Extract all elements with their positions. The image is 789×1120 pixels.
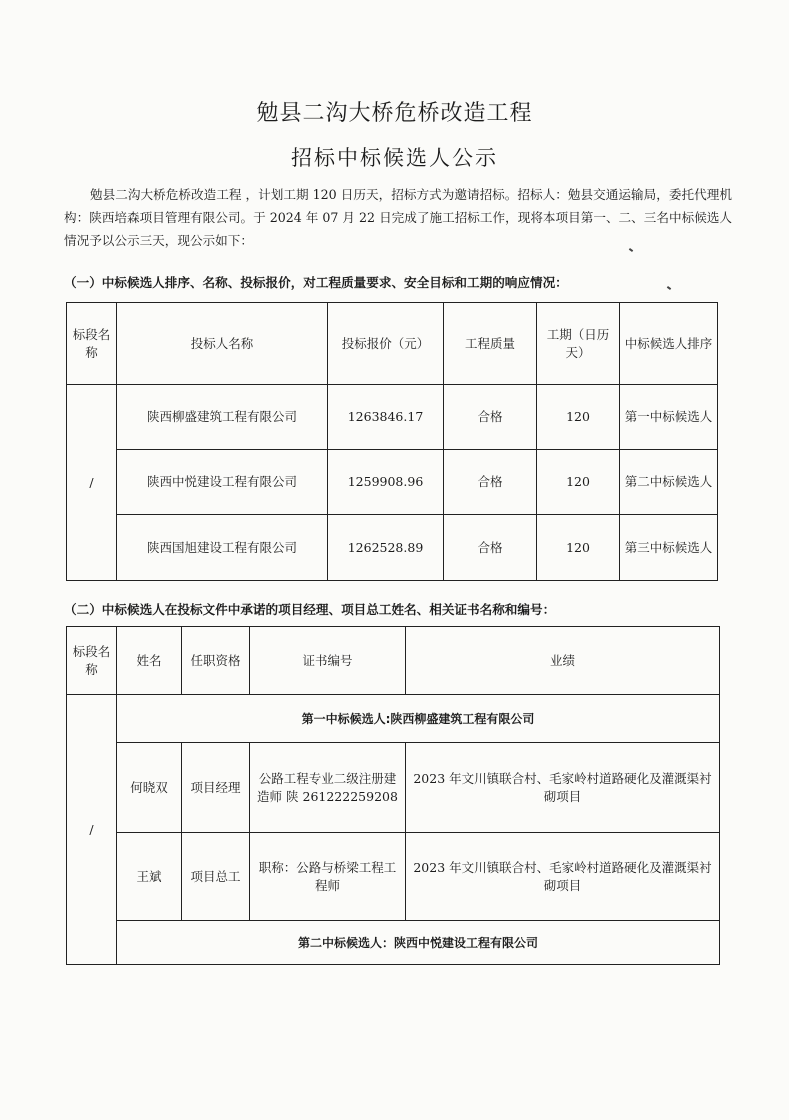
table-header-row xyxy=(67,627,720,695)
section-name-cell: / xyxy=(67,695,117,965)
table-row xyxy=(67,833,720,921)
qualification-cell: 项目经理 xyxy=(182,743,250,833)
header-price: 投标报价（元） xyxy=(328,303,444,385)
project-staff-table xyxy=(66,626,720,965)
candidate-row xyxy=(67,921,720,965)
period-cell: 120 xyxy=(537,515,620,581)
quality-cell: 合格 xyxy=(444,385,537,450)
price-cell: 1262528.89 xyxy=(328,515,444,581)
bidder-cell: 陕西中悦建设工程有限公司 xyxy=(117,450,328,515)
header-section-name: 标段名称 xyxy=(67,303,117,385)
document-title: 勉县二沟大桥危桥改造工程 xyxy=(256,101,533,126)
header-bidder: 投标人名称 xyxy=(117,303,328,385)
bidder-cell: 陕西柳盛建筑工程有限公司 xyxy=(117,385,328,450)
header-performance: 业绩 xyxy=(406,627,720,695)
intro-paragraph: 勉县二沟大桥危桥改造工程 ，计划工期 120 日历天，招标方式为邀请招标。招标人：勉县交通运输局，委托代理机构：陕西培森项目管理有限公司。于 2024 年 07 月 22 日完成了施工招标工作，现将本项目第一、二、三名中标候选人情况予以公示三天，现公示如下： xyxy=(64,187,732,248)
table-row xyxy=(67,515,718,581)
header-qualification: 任职资格 xyxy=(182,627,250,695)
performance-cell: 2023 年文川镇联合村、毛家岭村道路硬化及灌溉渠衬砌项目 xyxy=(406,743,720,833)
section2-heading: （二）中标候选人在投标文件中承诺的项目经理、项目总工姓名、相关证书名称和编号： xyxy=(64,602,556,617)
certificate-cell: 公路工程专业二级注册建造师 陕 261222259208 xyxy=(250,743,406,833)
candidate-row xyxy=(67,695,720,743)
person-name-cell: 王斌 xyxy=(117,833,182,921)
table-header-row xyxy=(67,303,718,385)
certificate-cell: 职称：公路与桥梁工程工程师 xyxy=(250,833,406,921)
second-candidate-label: 第二中标候选人：陕西中悦建设工程有限公司 xyxy=(117,921,720,965)
section1-heading: （一）中标候选人排序、名称、投标报价，对工程质量要求、安全目标和工期的响应情况： xyxy=(64,275,568,290)
quality-cell: 合格 xyxy=(444,515,537,581)
header-period: 工期（日历天） xyxy=(537,303,620,385)
candidate-ranking-table xyxy=(66,302,718,581)
period-cell: 120 xyxy=(537,450,620,515)
price-cell: 1259908.96 xyxy=(328,450,444,515)
quality-cell: 合格 xyxy=(444,450,537,515)
qualification-cell: 项目总工 xyxy=(182,833,250,921)
header-certificate: 证书编号 xyxy=(250,627,406,695)
document-subtitle: 招标中标候选人公示 xyxy=(291,146,498,170)
table-row xyxy=(67,743,720,833)
header-quality: 工程质量 xyxy=(444,303,537,385)
period-cell: 120 xyxy=(537,385,620,450)
performance-cell: 2023 年文川镇联合村、毛家岭村道路硬化及灌溉渠衬砌项目 xyxy=(406,833,720,921)
section-name-cell: / xyxy=(67,385,117,581)
rank-cell: 第二中标候选人 xyxy=(620,450,718,515)
first-candidate-label: 第一中标候选人:陕西柳盛建筑工程有限公司 xyxy=(117,695,720,743)
header-rank: 中标候选人排序 xyxy=(620,303,718,385)
table-row xyxy=(67,385,718,450)
price-cell: 1263846.17 xyxy=(328,385,444,450)
header-name: 姓名 xyxy=(117,627,182,695)
header-section-name: 标段名称 xyxy=(67,627,117,695)
person-name-cell: 何晓双 xyxy=(117,743,182,833)
table-row xyxy=(67,450,718,515)
bidder-cell: 陕西国旭建设工程有限公司 xyxy=(117,515,328,581)
rank-cell: 第一中标候选人 xyxy=(620,385,718,450)
rank-cell: 第三中标候选人 xyxy=(620,515,718,581)
